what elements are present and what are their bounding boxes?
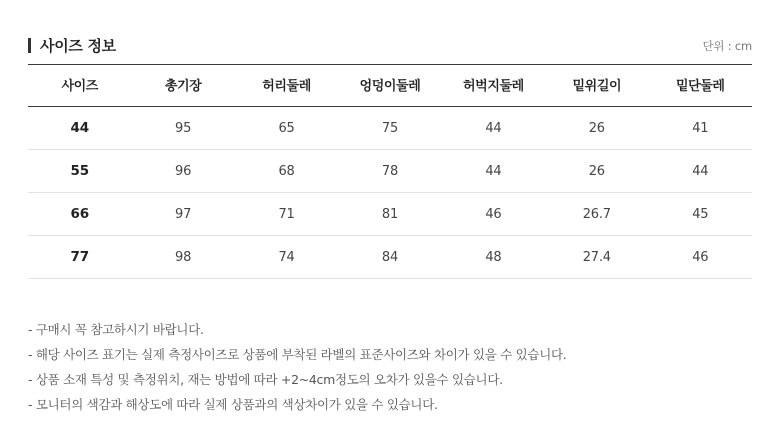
- note-line: - 상품 소재 특성 및 측정위치, 재는 방법에 따라 +2~4cm정도의 오차가 있을수 있습니다.: [28, 372, 503, 387]
- cell-waist: 65: [235, 107, 338, 150]
- table-header-row: [28, 65, 752, 107]
- column-header-total-length: 총기장: [131, 65, 234, 107]
- cell-rise: 26.7: [545, 193, 648, 236]
- notes-section: [28, 317, 752, 417]
- cell-size: 77: [28, 236, 131, 279]
- cell-total-length: 96: [131, 150, 234, 193]
- cell-thigh: 44: [442, 150, 545, 193]
- table-row: [28, 236, 752, 279]
- cell-hip: 81: [338, 193, 441, 236]
- cell-rise: 26: [545, 150, 648, 193]
- note-line: - 모니터의 색감과 해상도에 따라 실제 상품과의 색상차이가 있을 수 있습니다.: [28, 397, 438, 412]
- table-row: [28, 193, 752, 236]
- cell-hem: 44: [649, 150, 752, 193]
- column-header-hem: 밑단둘레: [649, 65, 752, 107]
- cell-thigh: 48: [442, 236, 545, 279]
- page-title: [28, 35, 116, 56]
- size-table: [28, 64, 752, 279]
- cell-hem: 45: [649, 193, 752, 236]
- cell-size: 44: [28, 107, 131, 150]
- title-accent-bar-icon: [28, 38, 31, 53]
- note-line: - 구매시 꼭 참고하시기 바랍니다.: [28, 322, 204, 337]
- cell-rise: 27.4: [545, 236, 648, 279]
- cell-rise: 26: [545, 107, 648, 150]
- cell-size: 55: [28, 150, 131, 193]
- cell-waist: 68: [235, 150, 338, 193]
- table-row: [28, 107, 752, 150]
- cell-thigh: 46: [442, 193, 545, 236]
- cell-hip: 84: [338, 236, 441, 279]
- column-header-hip: 엉덩이둘레: [338, 65, 441, 107]
- cell-hip: 75: [338, 107, 441, 150]
- cell-waist: 71: [235, 193, 338, 236]
- cell-thigh: 44: [442, 107, 545, 150]
- cell-size: 66: [28, 193, 131, 236]
- note-line: - 해당 사이즈 표기는 실제 측정사이즈로 상품에 부착된 라벨의 표준사이즈와 차이가 있을 수 있습니다.: [28, 347, 567, 362]
- column-header-waist: 허리둘레: [235, 65, 338, 107]
- cell-waist: 74: [235, 236, 338, 279]
- cell-total-length: 98: [131, 236, 234, 279]
- size-table-head: [28, 65, 752, 107]
- page-header: [28, 0, 752, 64]
- table-row: [28, 150, 752, 193]
- cell-hip: 78: [338, 150, 441, 193]
- column-header-size: 사이즈: [28, 65, 131, 107]
- column-header-thigh: 허벅지둘레: [442, 65, 545, 107]
- cell-total-length: 97: [131, 193, 234, 236]
- cell-total-length: 95: [131, 107, 234, 150]
- size-table-body: [28, 107, 752, 279]
- page-title-text: 사이즈 정보: [40, 37, 116, 55]
- cell-hem: 41: [649, 107, 752, 150]
- unit-label: 단위 : cm: [702, 39, 752, 53]
- column-header-rise: 밑위길이: [545, 65, 648, 107]
- cell-hem: 46: [649, 236, 752, 279]
